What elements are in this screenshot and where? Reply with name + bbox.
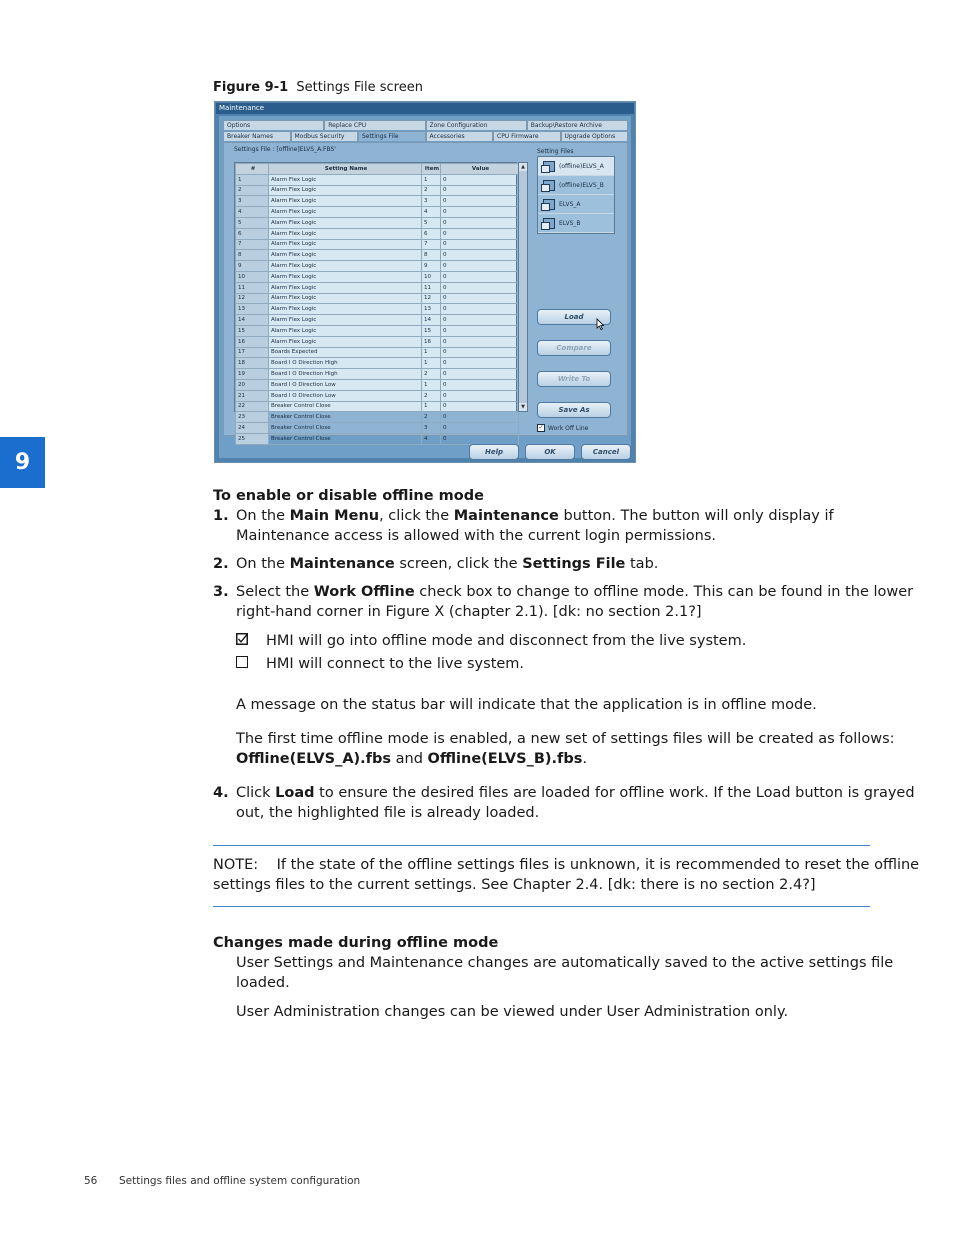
tab-row1-0[interactable]: Options	[223, 120, 324, 130]
scroll-up-icon[interactable]: ▲	[519, 163, 527, 171]
cell-name[interactable]: Board I O Direction High	[269, 358, 422, 369]
cell-n[interactable]: 6	[236, 228, 269, 239]
work-offline-checkbox[interactable]	[537, 424, 588, 432]
cell-n[interactable]: 1	[236, 174, 269, 185]
cell-n[interactable]: 17	[236, 347, 269, 358]
cell-value[interactable]: 0	[441, 261, 519, 272]
step-1-line2: Maintenance access is allowed with the current login permissions.	[236, 528, 717, 544]
cell-item[interactable]: 1	[422, 401, 441, 412]
cell-item[interactable]: 3	[422, 423, 441, 434]
cell-n[interactable]: 10	[236, 271, 269, 282]
cell-item[interactable]: 2	[422, 412, 441, 423]
cell-n[interactable]: 2	[236, 185, 269, 196]
step-2-t3: tab.	[625, 556, 659, 572]
cell-n[interactable]: 20	[236, 379, 269, 390]
cell-n[interactable]: 11	[236, 282, 269, 293]
step-2-t2: screen, click the	[394, 556, 523, 572]
cell-name[interactable]: Breaker Control Close	[269, 423, 422, 434]
cell-value[interactable]: 0	[441, 347, 519, 358]
file-label: (offline)ELVS_A	[559, 162, 604, 170]
cell-item[interactable]: 13	[422, 304, 441, 315]
table-row[interactable]	[236, 315, 519, 326]
table-row[interactable]	[236, 347, 519, 358]
status-bar-paragraph: A message on the status bar will indicate that the application is in offline mode.	[236, 697, 817, 713]
note-bottom-rule	[213, 906, 870, 907]
figure-caption	[213, 80, 423, 95]
cell-n[interactable]: 7	[236, 239, 269, 250]
first-time-period: .	[582, 751, 587, 767]
save-as-button[interactable]: Save As	[537, 402, 611, 418]
step-3-text	[236, 582, 913, 622]
changes-paragraph-1	[236, 953, 893, 993]
note-top-rule	[213, 845, 870, 846]
window-title: Maintenance	[216, 103, 634, 114]
tab-row2-0[interactable]: Breaker Names	[223, 131, 291, 141]
step-3-t2: check box to change to offline mode. This can be found in the lower	[414, 584, 914, 600]
cell-name[interactable]: Alarm Flex Logic	[269, 207, 422, 218]
cell-item[interactable]: 2	[422, 185, 441, 196]
step-1-t2: , click the	[379, 508, 454, 524]
step-1-t3: button. The button will only display if	[558, 508, 834, 524]
cancel-button[interactable]: Cancel	[581, 444, 631, 460]
tab-row2-1[interactable]: Modbus Security	[291, 131, 359, 141]
section-heading-enable-offline: To enable or disable offline mode	[213, 488, 484, 504]
setting-files-label: Setting Files	[537, 148, 574, 155]
cell-name[interactable]: Breaker Control Close	[269, 433, 422, 444]
settings-file-icon	[541, 160, 555, 172]
cell-n[interactable]: 8	[236, 250, 269, 261]
step-2-b1: Maintenance	[289, 556, 395, 572]
cell-item[interactable]: 10	[422, 271, 441, 282]
step-1-text	[236, 506, 834, 546]
table-row[interactable]	[236, 412, 519, 423]
step-4-b1: Load	[275, 785, 315, 801]
cell-item[interactable]: 11	[422, 282, 441, 293]
changes-paragraph-2: User Administration changes can be viewed under User Administration only.	[236, 1004, 789, 1020]
cell-name[interactable]: Alarm Flex Logic	[269, 261, 422, 272]
cell-value[interactable]: 0	[441, 293, 519, 304]
help-button[interactable]: Help	[469, 444, 519, 460]
cell-item[interactable]: 5	[422, 217, 441, 228]
figure-label: Figure 9-1	[213, 80, 289, 95]
step-1-b2: Maintenance	[453, 508, 559, 524]
table-row[interactable]	[236, 401, 519, 412]
settings-file-panel	[223, 142, 628, 442]
checkbox-checked-icon[interactable]: ✓	[538, 424, 544, 431]
cell-item[interactable]: 2	[422, 390, 441, 401]
changes-line1: User Settings and Maintenance changes are automatically saved to the active settings file	[236, 955, 894, 971]
step-2-number: 2.	[213, 556, 229, 572]
cell-item[interactable]: 6	[422, 228, 441, 239]
table-row[interactable]	[236, 228, 519, 239]
cell-n[interactable]: 18	[236, 358, 269, 369]
page-number: 56	[84, 1175, 98, 1187]
grid-scrollbar[interactable]	[518, 162, 528, 412]
cell-n[interactable]: 19	[236, 369, 269, 380]
cell-n[interactable]: 3	[236, 196, 269, 207]
first-time-and: and	[391, 751, 428, 767]
cell-value[interactable]: 0	[441, 315, 519, 326]
cell-name[interactable]: Boards Expected	[269, 347, 422, 358]
changes-line2: loaded.	[236, 975, 290, 991]
table-row[interactable]	[236, 217, 519, 228]
cell-value[interactable]: 0	[441, 239, 519, 250]
step-4-t2: to ensure the desired files are loaded for offline work. If the Load button is grayed	[314, 785, 915, 801]
cell-value[interactable]: 0	[441, 358, 519, 369]
cell-n[interactable]: 25	[236, 433, 269, 444]
setting-files-list[interactable]	[537, 156, 615, 234]
cell-value[interactable]: 0	[441, 412, 519, 423]
cell-value[interactable]: 0	[441, 228, 519, 239]
step-4-t1: Click	[236, 785, 276, 801]
cell-name[interactable]: Alarm Flex Logic	[269, 228, 422, 239]
cell-value[interactable]: 0	[441, 401, 519, 412]
cell-item[interactable]: 16	[422, 336, 441, 347]
cell-name[interactable]: Breaker Control Close	[269, 401, 422, 412]
tab-row1-3[interactable]: Backup\Restore Archive	[527, 120, 628, 130]
step-3-number: 3.	[213, 584, 229, 600]
maintenance-window-screenshot	[214, 101, 636, 463]
cell-value[interactable]: 0	[441, 369, 519, 380]
cell-n[interactable]: 5	[236, 217, 269, 228]
step-4-number: 4.	[213, 785, 229, 801]
table-row[interactable]	[236, 325, 519, 336]
cell-item[interactable]: 4	[422, 207, 441, 218]
cell-item[interactable]: 2	[422, 369, 441, 380]
cell-n[interactable]: 9	[236, 261, 269, 272]
tab-row2-3[interactable]: Accessories	[426, 131, 494, 141]
cell-n[interactable]: 12	[236, 293, 269, 304]
table-row[interactable]	[236, 304, 519, 315]
cell-value[interactable]: 0	[441, 433, 519, 444]
cell-value[interactable]: 0	[441, 304, 519, 315]
step-2-text	[236, 554, 658, 574]
step-1-b1: Main Menu	[289, 508, 380, 524]
cell-n[interactable]: 24	[236, 423, 269, 434]
settings-file-label: Settings File : [offline]ELVS_A.FBS'	[234, 146, 336, 153]
cell-item[interactable]: 14	[422, 315, 441, 326]
cell-name[interactable]: Breaker Control Close	[269, 412, 422, 423]
cell-name[interactable]: Alarm Flex Logic	[269, 185, 422, 196]
cell-n[interactable]: 22	[236, 401, 269, 412]
cell-value[interactable]: 0	[441, 185, 519, 196]
cell-value[interactable]: 0	[441, 390, 519, 401]
cell-item[interactable]: 15	[422, 325, 441, 336]
cell-name[interactable]: Alarm Flex Logic	[269, 250, 422, 261]
cell-name[interactable]: Alarm Flex Logic	[269, 336, 422, 347]
tab-row-2	[223, 131, 628, 141]
cell-name[interactable]: Board I O Direction Low	[269, 379, 422, 390]
settings-file-icon	[541, 198, 555, 210]
table-row[interactable]	[236, 207, 519, 218]
cell-name[interactable]: Alarm Flex Logic	[269, 239, 422, 250]
step-3-t1: Select the	[236, 584, 314, 600]
note-paragraph	[213, 855, 919, 895]
col-header-num[interactable]: #	[236, 164, 269, 175]
col-header-setting-name[interactable]: Setting Name	[269, 164, 422, 175]
file-label: ELVS_A	[559, 200, 581, 208]
cell-value[interactable]: 0	[441, 207, 519, 218]
table-row[interactable]	[236, 336, 519, 347]
checked-box-icon	[236, 633, 248, 645]
first-time-line1: The first time offline mode is enabled, a new set of settings files will be created as follows:	[236, 731, 895, 747]
cell-name[interactable]: Alarm Flex Logic	[269, 325, 422, 336]
footer-title: Settings files and offline system configuration	[119, 1175, 361, 1187]
first-time-file-a: Offline(ELVS_A).fbs	[236, 751, 392, 767]
step-4-line2: out, the highlighted file is already loaded.	[236, 805, 540, 821]
settings-grid[interactable]	[234, 162, 517, 442]
tab-row1-1[interactable]: Replace CPU	[324, 120, 425, 130]
cell-name[interactable]: Alarm Flex Logic	[269, 293, 422, 304]
table-row[interactable]	[236, 174, 519, 185]
list-item[interactable]	[538, 176, 614, 195]
table-row[interactable]	[236, 293, 519, 304]
table-row[interactable]	[236, 282, 519, 293]
cell-value[interactable]: 0	[441, 217, 519, 228]
cell-name[interactable]: Alarm Flex Logic	[269, 196, 422, 207]
cell-name[interactable]: Alarm Flex Logic	[269, 271, 422, 282]
ok-button[interactable]: OK	[525, 444, 575, 460]
first-time-paragraph	[236, 729, 895, 769]
cell-n[interactable]: 15	[236, 325, 269, 336]
cell-n[interactable]: 14	[236, 315, 269, 326]
cell-item[interactable]: 3	[422, 196, 441, 207]
table-row[interactable]	[236, 250, 519, 261]
section-heading-changes-offline: Changes made during offline mode	[213, 935, 499, 951]
note-line2: settings files to the current settings. See Chapter 2.4. [dk: there is no section 2.4?]	[213, 877, 816, 893]
cell-item[interactable]: 9	[422, 261, 441, 272]
cell-n[interactable]: 16	[236, 336, 269, 347]
cell-name[interactable]: Alarm Flex Logic	[269, 217, 422, 228]
chapter-tab: 9	[0, 437, 45, 488]
cell-item[interactable]: 8	[422, 250, 441, 261]
cell-item[interactable]: 1	[422, 379, 441, 390]
cell-value[interactable]: 0	[441, 174, 519, 185]
load-button[interactable]: Load	[537, 309, 611, 325]
table-row[interactable]	[236, 196, 519, 207]
tab-row2-4[interactable]: CPU Firmware	[493, 131, 561, 141]
step-1-number: 1.	[213, 508, 229, 524]
tab-row1-2[interactable]: Zone Configuration	[426, 120, 527, 130]
cell-name[interactable]: Alarm Flex Logic	[269, 174, 422, 185]
cell-value[interactable]: 0	[441, 250, 519, 261]
first-time-file-b: Offline(ELVS_B).fbs	[427, 751, 583, 767]
cell-name[interactable]: Alarm Flex Logic	[269, 282, 422, 293]
cell-name[interactable]: Alarm Flex Logic	[269, 304, 422, 315]
cell-n[interactable]: 4	[236, 207, 269, 218]
cell-value[interactable]: 0	[441, 196, 519, 207]
table-row[interactable]	[236, 369, 519, 380]
table-row[interactable]	[236, 185, 519, 196]
cell-n[interactable]: 13	[236, 304, 269, 315]
settings-file-icon	[541, 179, 555, 191]
cell-item[interactable]: 1	[422, 174, 441, 185]
step-1-t1: On the	[236, 508, 290, 524]
list-item[interactable]	[538, 214, 614, 233]
table-row[interactable]	[236, 239, 519, 250]
tab-row2-2[interactable]: Settings File	[358, 131, 426, 141]
unchecked-box-icon	[236, 656, 248, 668]
figure-caption-text: Settings File screen	[296, 80, 423, 95]
col-header-value[interactable]: Value	[441, 164, 519, 175]
check-off-description: HMI will connect to the live system.	[266, 656, 525, 672]
step-3-b1: Work Offline	[313, 584, 415, 600]
cell-n[interactable]: 21	[236, 390, 269, 401]
cell-item[interactable]: 1	[422, 358, 441, 369]
cell-value[interactable]: 0	[441, 336, 519, 347]
col-header-item[interactable]: Item	[422, 164, 441, 175]
table-row[interactable]	[236, 379, 519, 390]
list-item[interactable]	[538, 157, 614, 176]
tab-row-1	[223, 120, 628, 130]
tab-row2-5[interactable]: Upgrade Options	[561, 131, 629, 141]
cell-value[interactable]: 0	[441, 379, 519, 390]
cell-value[interactable]: 0	[441, 423, 519, 434]
step-2-t1: On the	[236, 556, 290, 572]
check-on-description: HMI will go into offline mode and disconnect from the live system.	[266, 633, 747, 649]
cell-item[interactable]: 1	[422, 347, 441, 358]
note-line1: NOTE: If the state of the offline settings files is unknown, it is recommended to reset the offline	[213, 857, 920, 873]
cell-item[interactable]: 4	[422, 433, 441, 444]
table-row[interactable]	[236, 423, 519, 434]
window-body	[219, 116, 631, 458]
cell-name[interactable]: Alarm Flex Logic	[269, 315, 422, 326]
list-item[interactable]	[538, 195, 614, 214]
cell-value[interactable]: 0	[441, 282, 519, 293]
step-4-text	[236, 783, 915, 823]
table-row[interactable]	[236, 271, 519, 282]
file-label: ELVS_B	[559, 219, 581, 227]
cell-n[interactable]: 23	[236, 412, 269, 423]
settings-file-icon	[541, 217, 555, 229]
compare-button[interactable]: Compare	[537, 340, 611, 356]
work-offline-label: Work Off Line	[548, 424, 589, 432]
scroll-down-icon[interactable]: ▼	[519, 403, 527, 411]
table-row[interactable]	[236, 433, 519, 444]
write-to-button[interactable]: Write To	[537, 371, 611, 387]
cell-value[interactable]: 0	[441, 271, 519, 282]
step-3-line2: right-hand corner in Figure X (chapter 2.1). [dk: no section 2.1?]	[236, 604, 702, 620]
mouse-pointer-icon	[597, 319, 605, 330]
cell-value[interactable]: 0	[441, 325, 519, 336]
cell-item[interactable]: 7	[422, 239, 441, 250]
file-label: (offline)ELVS_B	[559, 181, 604, 189]
cell-item[interactable]: 12	[422, 293, 441, 304]
table-row[interactable]	[236, 358, 519, 369]
cell-name[interactable]: Board I O Direction High	[269, 369, 422, 380]
grid-header-row	[236, 164, 519, 175]
table-row[interactable]	[236, 261, 519, 272]
cell-name[interactable]: Board I O Direction Low	[269, 390, 422, 401]
step-2-b2: Settings File	[522, 556, 626, 572]
table-row[interactable]	[236, 390, 519, 401]
